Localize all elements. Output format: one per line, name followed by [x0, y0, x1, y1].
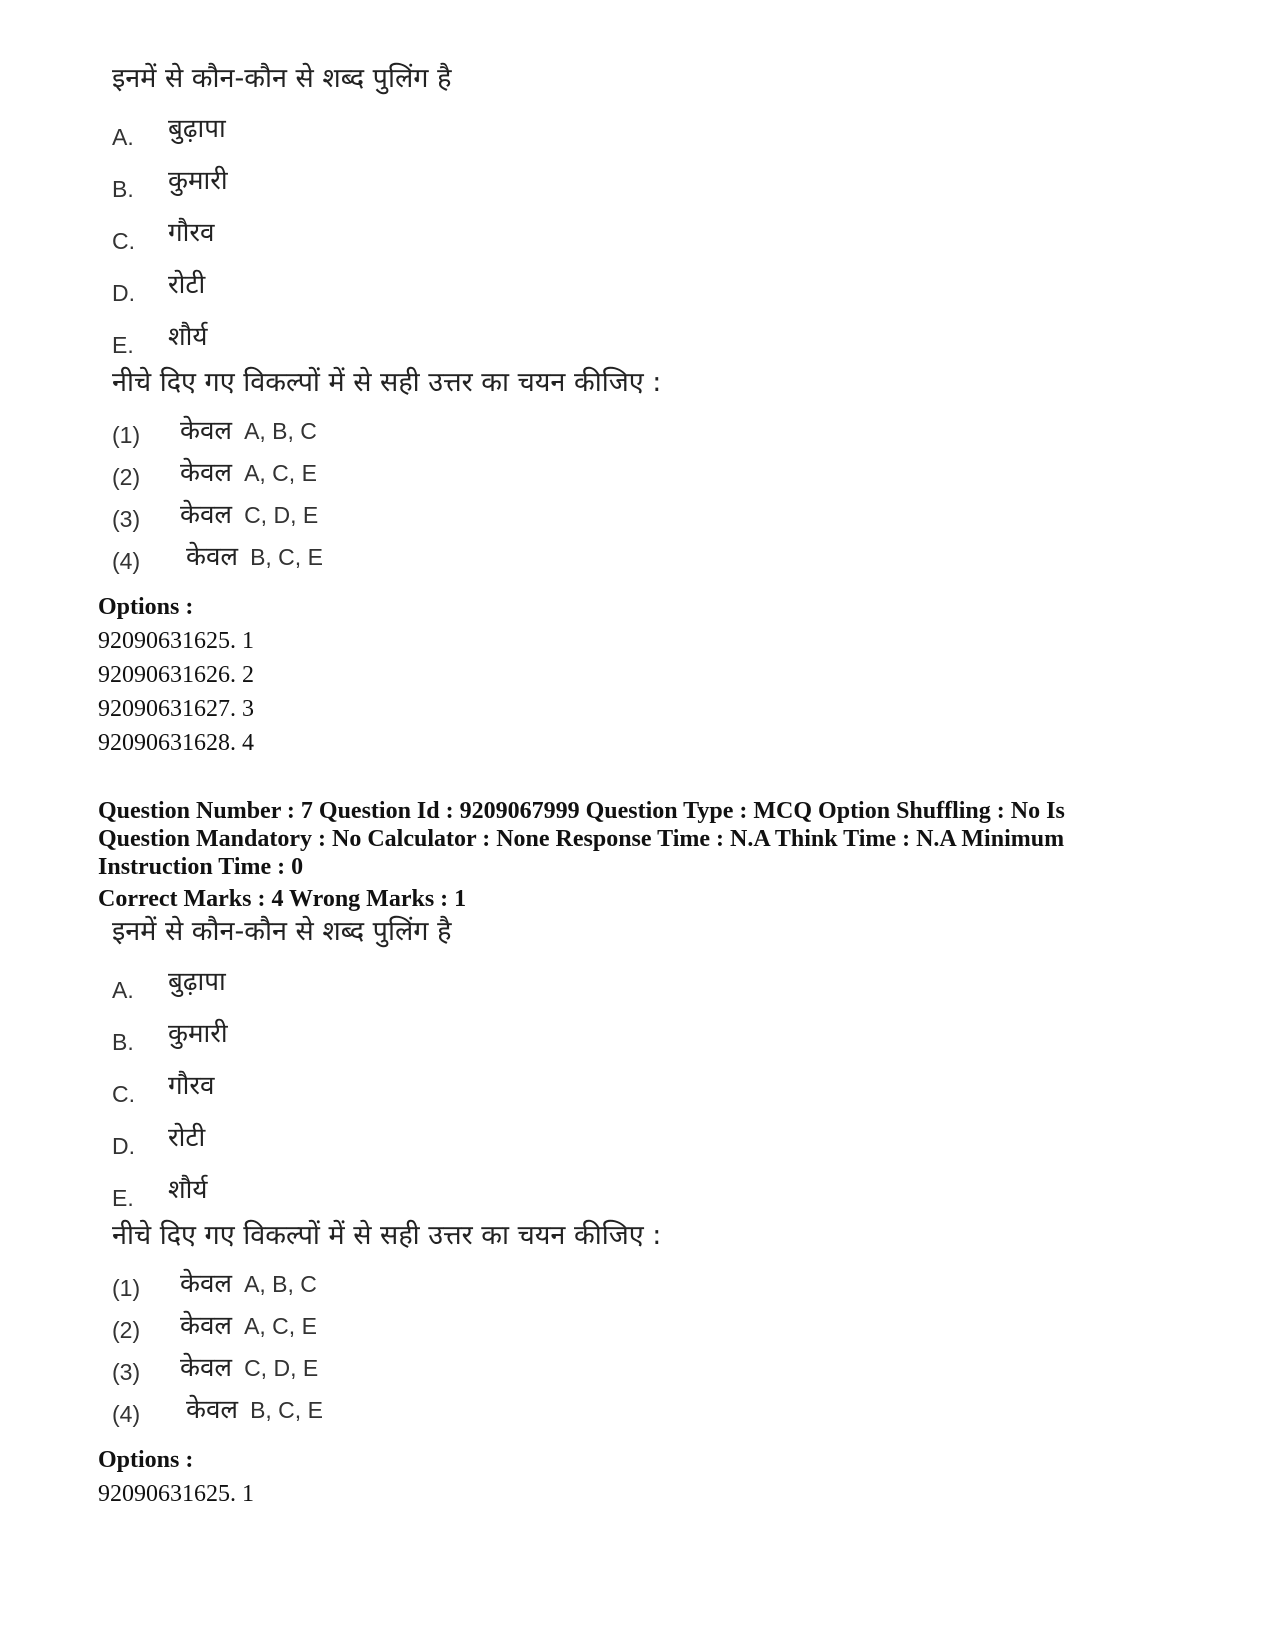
item-word: रोटी	[168, 270, 206, 300]
choice-number: (4)	[112, 548, 141, 574]
question-a-item	[112, 268, 672, 320]
item-letter: D.	[112, 1133, 135, 1159]
choice-letters: A, C, E	[244, 1313, 317, 1339]
choice-letters: A, B, C	[244, 418, 317, 444]
question-a-choices	[112, 414, 672, 582]
item-letter: C.	[112, 1081, 135, 1107]
choice-letters: C, D, E	[244, 502, 319, 528]
question-a-instruction-block	[112, 366, 672, 400]
item-word: शौर्य	[168, 322, 208, 352]
question-b-choices	[112, 1267, 672, 1435]
option-line: 92090631625. 1	[98, 628, 254, 654]
item-letter: E.	[112, 1185, 134, 1211]
question-a-options	[98, 590, 254, 760]
question-a-item	[112, 320, 672, 372]
item-letter: C.	[112, 228, 135, 254]
question-a-image	[112, 62, 672, 96]
question-b-item	[112, 1017, 672, 1069]
item-letter: B.	[112, 1029, 134, 1055]
choice-number: (3)	[112, 1359, 141, 1385]
question-b-options	[98, 1443, 254, 1511]
choice-kevala: केवल	[180, 416, 233, 446]
choice-number: (1)	[112, 1275, 141, 1301]
choice-kevala: केवल	[180, 1311, 233, 1341]
option-line: 92090631626. 2	[98, 662, 254, 688]
question-b-item	[112, 1173, 672, 1225]
question-b-image	[112, 915, 672, 949]
question-a-choice	[112, 540, 672, 582]
item-word: गौरव	[168, 218, 215, 248]
choice-kevala: केवल	[180, 458, 233, 488]
question-b-item	[112, 1121, 672, 1173]
item-word: रोटी	[168, 1123, 206, 1153]
option-line: 92090631628. 4	[98, 730, 254, 756]
item-word: बुढ़ापा	[168, 967, 226, 997]
choice-number: (1)	[112, 422, 141, 448]
choice-kevala: केवल	[180, 1269, 233, 1299]
item-letter: A.	[112, 124, 134, 150]
question-b-choice	[112, 1267, 672, 1309]
question-a-items	[112, 112, 672, 372]
option-line: 92090631625. 1	[98, 1481, 254, 1507]
choice-number: (3)	[112, 506, 141, 532]
question-a-instruction: नीचे दिए गए विकल्पों में से सही उत्तर का चयन कीजिए :	[112, 367, 662, 398]
question-b-choice	[112, 1351, 672, 1393]
choice-letters: C, D, E	[244, 1355, 319, 1381]
question-a-choice	[112, 456, 672, 498]
question-b-instruction: नीचे दिए गए विकल्पों में से सही उत्तर का चयन कीजिए :	[112, 1220, 662, 1251]
choice-kevala: केवल	[180, 500, 233, 530]
choice-kevala: केवल	[186, 1395, 239, 1425]
choice-number: (2)	[112, 464, 141, 490]
item-letter: E.	[112, 332, 134, 358]
meta-line: Question Mandatory : No Calculator : None Response Time : N.A Think Time : N.A Minimum	[98, 826, 1065, 852]
meta-line: Question Number : 7 Question Id : 9209067999 Question Type : MCQ Option Shuffling : No Is	[98, 798, 1065, 824]
choice-letters: B, C, E	[250, 544, 323, 570]
question-b-instruction-block	[112, 1219, 672, 1253]
question-b-items	[112, 965, 672, 1225]
question-a-stem: इनमें से कौन-कौन से शब्द पुलिंग है	[112, 63, 452, 94]
item-word: कुमारी	[168, 166, 228, 196]
marks-line: Correct Marks : 4 Wrong Marks : 1	[98, 886, 467, 912]
choice-letters: B, C, E	[250, 1397, 323, 1423]
item-letter: B.	[112, 176, 134, 202]
choice-kevala: केवल	[186, 542, 239, 572]
choice-kevala: केवल	[180, 1353, 233, 1383]
question-b-item	[112, 965, 672, 1017]
question-a-choice	[112, 498, 672, 540]
question-b-choice	[112, 1309, 672, 1351]
meta-line: Instruction Time : 0	[98, 854, 304, 880]
option-line: 92090631627. 3	[98, 696, 254, 722]
question-a-item	[112, 216, 672, 268]
question-meta	[98, 797, 1118, 913]
item-word: शौर्य	[168, 1175, 208, 1205]
item-word: कुमारी	[168, 1019, 228, 1049]
item-word: गौरव	[168, 1071, 215, 1101]
question-b-item	[112, 1069, 672, 1121]
question-a-choice	[112, 414, 672, 456]
question-b-stem: इनमें से कौन-कौन से शब्द पुलिंग है	[112, 916, 452, 947]
question-a-item	[112, 112, 672, 164]
item-word: बुढ़ापा	[168, 114, 226, 144]
item-letter: D.	[112, 280, 135, 306]
choice-number: (2)	[112, 1317, 141, 1343]
item-letter: A.	[112, 977, 134, 1003]
choice-number: (4)	[112, 1401, 141, 1427]
question-b-choice	[112, 1393, 672, 1435]
question-a-item	[112, 164, 672, 216]
options-label: Options :	[98, 594, 194, 620]
choice-letters: A, C, E	[244, 460, 317, 486]
options-label: Options :	[98, 1447, 194, 1473]
choice-letters: A, B, C	[244, 1271, 317, 1297]
